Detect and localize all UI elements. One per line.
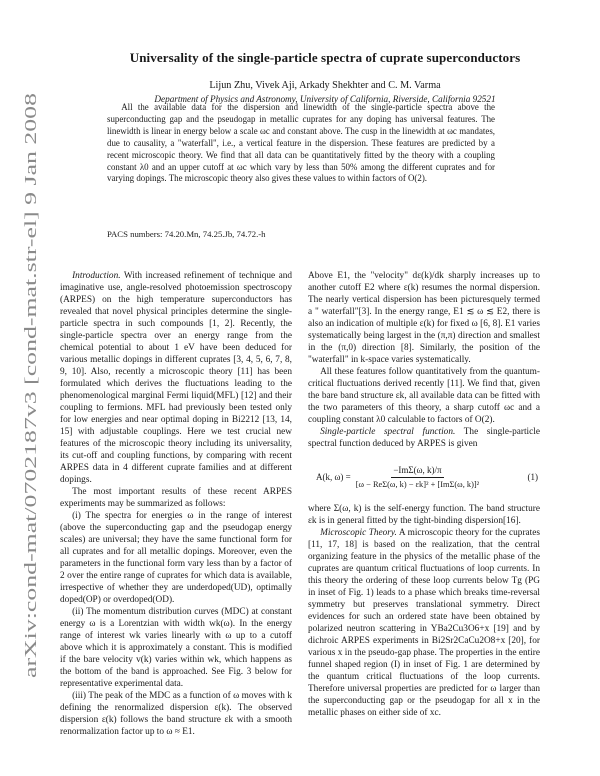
paper-title: Universality of the single-particle spectra of cuprate superconductors [129, 50, 521, 65]
result-item-ii: (ii) The momentum distribution curves (MDC) at constant energy ω is a Lorentzian with width wk(ω). In the energy range of interest wk varies linearly with ω up to a cutoff above which it is approximately a constant. This is modified if the bare velocity v(k) varies within wk, which happens as the bottom of the band is approached. See Fig. 3 below for representative experimental data. [60, 607, 292, 689]
affiliation: Department of Physics and Astronomy, University of California, Riverside, California 92521 [154, 94, 496, 104]
section-lead-spectral: Single-particle spectral function. [320, 427, 456, 437]
result-item-i: (i) The spectra for energies ω in the range of interest (above the superconducting gap and the pseudogap energy scales) are universal; they have the same functional form for all cuprates and for all metallic dopings. Moreover, even the parameters in the functional form vary less than by a factor of 2 over the entire range of cuprates for which data is available, irrespective of whether they are underdoped(UD), optimally doped(OP) or overdoped(OD). [60, 511, 292, 605]
arxiv-id-text: arXiv:cond-mat/0702187v3 [cond-mat.str-el] 9 Jan 2008 [21, 303, 40, 678]
self-energy-paragraph: where Σ(ω, k) is the self-energy function. The band structure εk is in general fitted by the tight-binding dispersion[16]. [308, 504, 540, 526]
arxiv-identifier [6, 60, 46, 680]
microscopic-theory-paragraph: Microscopic Theory. A microscopic theory for the cuprates [11, 17, 18] is based on the realization, that the central organizing feature in the physics of the metallic phase of the cuprates are quantum critical fluctuations of loop currents. In this theory the ordering of these loop currents below Tg (PG in inset of Fig. 1) leads to a phase which breaks time-reversal symmetry but preserves translational symmetry. Direct evidences for such an ordered state have been obtained by polarized neutron scattering in YBa2Cu3O6+x [19] and by dichroic ARPES experiments in Bi2Sr2CaCu2O8+x [20], for various x in the pseudo-gap phase. The properties in the entire funnel shaped region (I) in inset of Fig. 1 are determined by the quantum critical fluctuations of the loop currents. Therefore universal properties are predicted for ω larger than the superconducting gap or the pseudogap for all x in the metallic phases on either side of xc. [308, 528, 540, 718]
result-item-iii: (iii) The peak of the MDC as a function of ω moves with k defining the renormalized dispersion ε(k). The observed dispersion ε(k) follows the band structure εk with a smooth renormalization factor up to ω ≈ E1. [60, 691, 292, 737]
right-column [308, 270, 540, 719]
abstract: All the available data for the dispersion and linewidth of the single-particle spectra above the superconducting gap and the pseudogap in metallic cuprates for any doping has universal features. The linewidth is linear in energy below a scale ωc and constant above. The cusp in the linewidth at ωc mandates, due to causality, a "waterfall", i.e., a vertical feature in the dispersion. These features are predicted by a recent microscopic theory. We find that all data can be quantitatively fitted by the theory with a coupling constant λ0 and an upper cutoff at ωc which vary by less than 50% among the different cuprates and for varying dopings. The microscopic theory also gives these values to within factors of O(2). [107, 102, 495, 184]
equation-numerator: −ImΣ(ω, k)/π [391, 464, 443, 478]
equation-lhs: A(k, ω) = [316, 472, 351, 482]
section-lead-introduction: Introduction. [72, 271, 121, 281]
equation-1 [308, 457, 540, 497]
results-summary-paragraph: The most important results of these recent ARPES experiments may be summarized as follows: [60, 487, 292, 509]
intro-paragraph: Introduction. With increased refinement of technique and imaginative use, angle-resolved photoemission spectroscopy (ARPES) on the high temperature superconductors has revealed that novel physical principles determine the single-particle spectra in such compounds [1, 2]. Recently, the single-particle spectra over an energy range from the chemical potential to about 1 eV have been deduced for various metallic dopings in different cuprates [3, 4, 5, 6, 7, 8, 9, 10]. Also, recently a microscopic theory [11] has been formulated which derives the fluctuations leading to the phenomenological marginal Fermi liquid(MFL) [12] and their coupling to fermions. MFL had previously been tested only for low energies and near optimal doping in Bi2212 [13, 14, 15] with adjustable couplings. Here we test crucial new features of the microscopic theory including its universality, its cut-off and coupling functions, by comparing with recent ARPES data in 4 different cuprate families and at different dopings. [60, 271, 292, 485]
equation-fraction [356, 464, 479, 491]
equation-number: (1) [527, 472, 538, 482]
paper-header [90, 0, 560, 104]
equation-denominator: [ω − ReΣ(ω, k) − εk]² + [ImΣ(ω, k)]² [355, 479, 480, 489]
pacs-numbers: PACS numbers: 74.20.Mn, 74.25.Jb, 74.72.-h [107, 229, 266, 239]
spectral-function-paragraph: Single-particle spectral function. The single-particle spectral function deduced by ARPES is given [308, 427, 540, 449]
section-lead-microscopic: Microscopic Theory. [320, 528, 397, 538]
left-column [60, 270, 292, 738]
author-list: Lijun Zhu, Vivek Aji, Arkady Shekhter and C. M. Varma [209, 80, 441, 91]
quantitative-paragraph: All these features follow quantitatively from the quantum-critical fluctuations derived recently [11]. We find that, given the bare band structure εk, all available data can be fitted with the two parameters of this theory, a sharp cutoff ωc and a coupling constant λ0 calculable to factors of O(2). [308, 367, 540, 425]
waterfall-paragraph: Above E1, the "velocity" dε(k)/dk sharply increases up to another cutoff E2 where ε(k) resumes the normal dispersion. The nearly vertical dispersion has been picturesquely termed a " waterfall"[3]. In the energy range, E1 ≲ ω ≲ E2, there is also an indication of multiple ε(k) for fixed ω [6, 8]. E1 varies systematically being largest in the (π,π) direction and smallest in the (π,0) direction [8]. Similarly, the position of the "waterfall" in k-space varies systematically. [308, 271, 540, 365]
